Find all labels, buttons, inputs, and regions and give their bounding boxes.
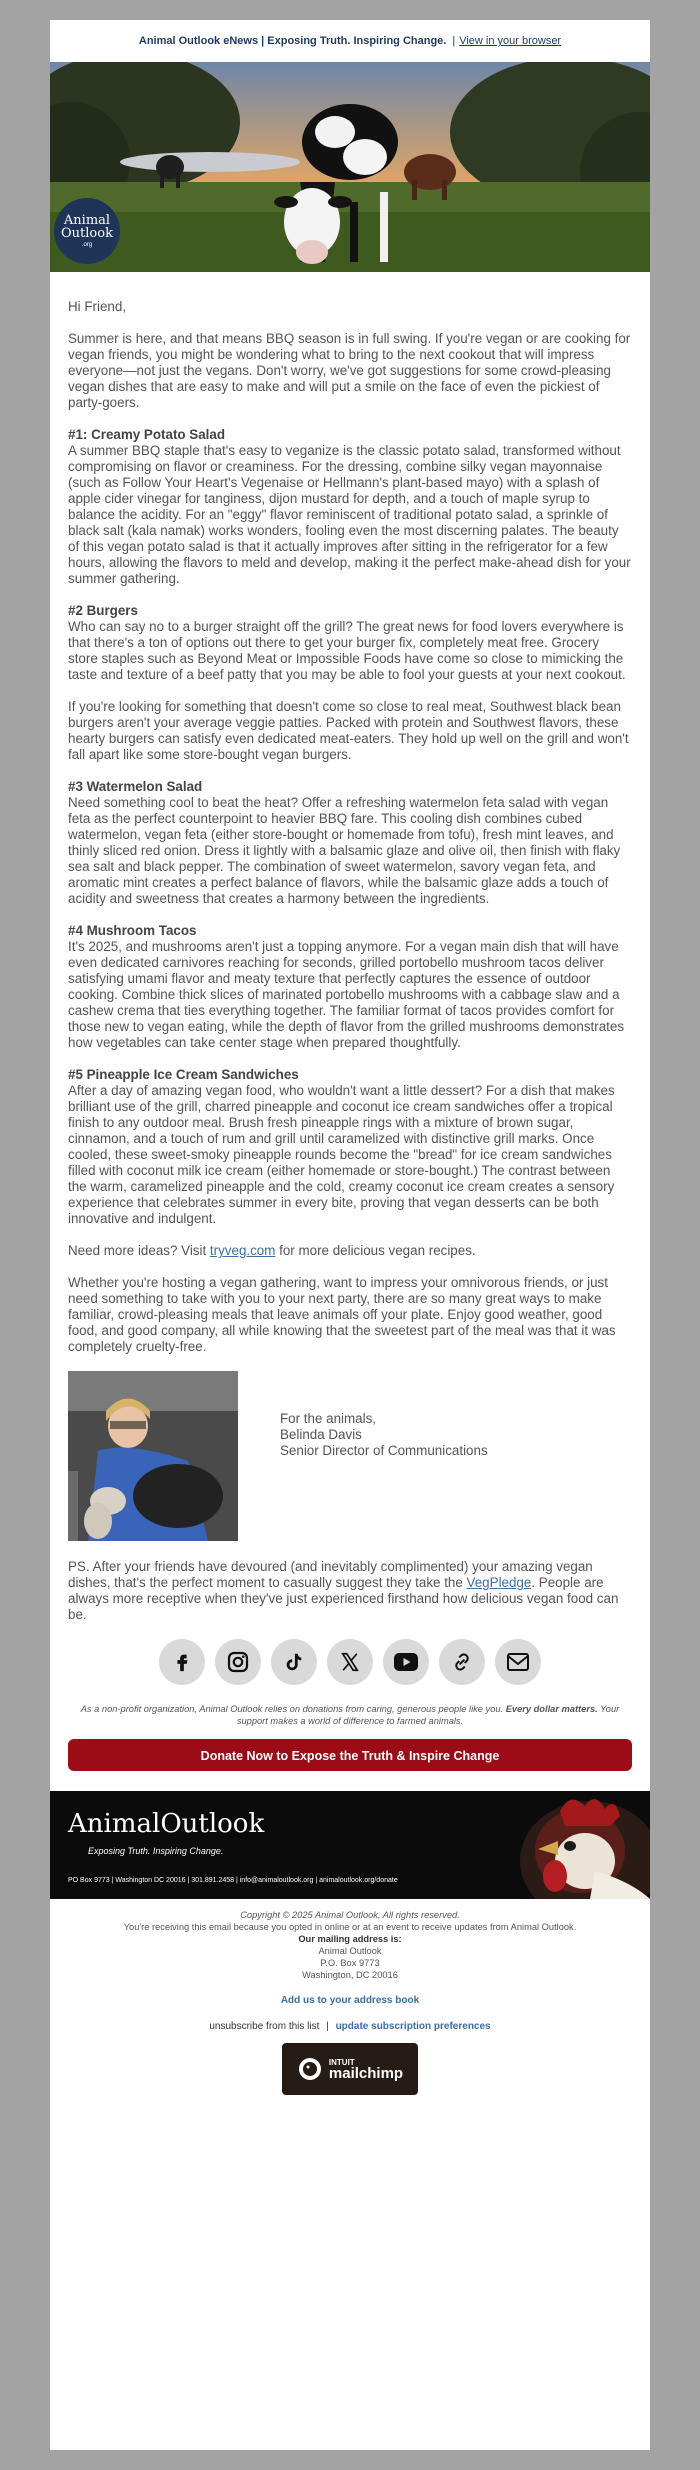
signer-photo xyxy=(68,1371,238,1541)
links-separator: | xyxy=(326,2021,329,2032)
ps-pre: PS. After your friends have devoured (and inevitably complimented) your amazing vegan dishes, that's the perfect moment to casually suggest they take the xyxy=(68,1559,593,1590)
ps-paragraph xyxy=(68,1559,632,1623)
subscription-links xyxy=(50,2021,650,2033)
footer-logo-thin: Outlook xyxy=(160,1809,265,1839)
woman-with-goat-photo xyxy=(68,1371,238,1541)
greeting: Hi Friend, xyxy=(68,299,127,314)
hero-image xyxy=(50,62,650,272)
ps-post: . People are always more receptive when they've just experienced firsthand how delicious vegan food can be. xyxy=(68,1575,619,1622)
closing-paragraph: Whether you're hosting a vegan gathering, want to impress your omnivorous friends, or just need something to take with you to your next party, there are so many great ways to make familiar, crowd-pleasing meals that leave animals off your plate. Enjoy good weather, good food, and good company, all while knowing that the sweetest part of the meal was that it was completely cruelty-free. xyxy=(68,1275,616,1354)
intro-paragraph: Summer is here, and that means BBQ season is in full swing. If you're vegan or are cooking for vegan friends, you might be wondering what to bring to the next cookout that will impress everyone—not just the vegans. Don't worry, we've got suggestions for some crowd-pleasing vegan dishes that are easy to make and will put a smile on the face of even the pickiest of party-goers. xyxy=(68,331,631,410)
signature-block xyxy=(68,1371,632,1541)
section-3-title: #3 Watermelon Salad xyxy=(68,779,203,794)
badge-line2: Outlook xyxy=(61,226,113,241)
signature-text xyxy=(280,1411,488,1541)
donate-button[interactable]: Donate Now to Expose the Truth & Inspire Change xyxy=(68,1739,632,1771)
email-container xyxy=(50,20,650,2450)
section-2-title: #2 Burgers xyxy=(68,603,138,618)
nonprofit-note xyxy=(74,1703,626,1727)
vegpledge-link[interactable]: VegPledge xyxy=(466,1575,532,1590)
opt-in-reason: You're receiving this email because you opted in online or at an event to receive updates from Animal Outlook. xyxy=(123,1922,577,1932)
badge-line3: .org xyxy=(81,242,93,248)
address-line-1: Animal Outlook xyxy=(318,1946,382,1956)
section-5-text: After a day of amazing vegan food, who wouldn't want a little dessert? For a dish that makes brilliant use of the grill, charred pineapple and coconut ice cream sandwiches offer a tropical finish to any outdoor meal. Brush fresh pineapple rings with a mixture of brown sugar, cinnamon, and a touch of rum and grill until caramelized with distinctive grill marks. Once cooled, these sweet-smoky pineapple rounds become the "bread" for ice cream sandwiches filled with coconut milk ice cream (either homemade or store-bought.) The contrast between the warm, caramelized pineapple and the cold, creamy coconut ice cream creates a sensory experience that celebrates summer in every bite, proving that vegan desserts can be both innovative and indulgent. xyxy=(68,1083,615,1226)
footer-logo xyxy=(68,1809,264,1839)
unsubscribe-link[interactable]: unsubscribe from this list xyxy=(209,2021,320,2032)
link-icon[interactable] xyxy=(439,1639,485,1685)
social-links xyxy=(50,1639,650,1685)
section-1-text: A summer BBQ staple that's easy to veganize is the classic potato salad, transformed without compromising on flavor or creaminess. For the dressing, combine silky vegan mayonnaise (such as Follow Your Heart's Vegenaise or Hellmann's plant-based mayo) with a splash of apple cider vinegar for tanginess, dijon mustard for depth, and a touch of maple syrup to balance the acidity. For an "eggy" flavor reminiscent of traditional potato salad, a sprinkle of black salt (kala namak) works wonders, fooling even the most discerning palates. The beauty of this vegan potato salad is that it actually improves after sitting in the refrigerator for a few hours, allowing the flavors to meld and develop, making it the perfect make-ahead dish for your summer gathering. xyxy=(68,443,631,586)
section-2-text-1: Who can say no to a burger straight off the grill? The great news for food lovers everywhere is that there's a ton of options out there to get your burger fix, completely meat free. Grocery store staples such as Beyond Meat or Impossible Foods have come so close to mimicking the taste and texture of a beef patty that you may be able to fool your guests at your next cookout. xyxy=(68,619,626,682)
tryveg-link[interactable]: tryveg.com xyxy=(209,1243,276,1258)
cows-pasture-illustration xyxy=(50,62,650,272)
footer-logo-bold: Animal xyxy=(68,1809,161,1839)
more-ideas-pre: Need more ideas? Visit xyxy=(68,1243,210,1258)
signer-name: Belinda Davis xyxy=(280,1427,362,1442)
preheader-separator: | xyxy=(452,35,456,47)
address-line-3: Washington, DC 20016 xyxy=(302,1970,398,1980)
sign-off: For the animals, xyxy=(280,1411,377,1426)
badge-line1: Animal xyxy=(63,213,111,228)
nonprofit-pre: As a non-profit organization, Animal Outlook relies on donations from caring, generous people like you. xyxy=(80,1704,506,1714)
email-icon[interactable] xyxy=(495,1639,541,1685)
section-1-title: #1: Creamy Potato Salad xyxy=(68,427,226,442)
footer-banner xyxy=(50,1791,650,1899)
address-line-2: P.O. Box 9773 xyxy=(320,1958,380,1968)
section-2-text-2: If you're looking for something that doesn't come so close to real meat, Southwest black bean burgers aren't your average veggie patties. Packed with protein and Southwest flavors, these hearty burgers can satisfy even dedicated meat-eaters. They hold up well on the grill and won't fall apart like some store-bought vegan burgers. xyxy=(68,699,629,762)
section-4-text: It's 2025, and mushrooms aren't just a topping anymore. For a vegan main dish that will have even dedicated carnivores reaching for seconds, grilled portobello mushroom tacos deliver satisfying umami flavor and meaty texture that perfectly captures the essence of outdoor cooking. Combine thick slices of marinated portobello mushrooms with a cabbage slaw and a cashew crema that ties everything together. The familiar format of tacos provides comfort for those new to vegan eating, while the depth of flavor from the grilled mushrooms demonstrates how vegetables can take center stage when prepared thoughtfully. xyxy=(68,939,625,1050)
facebook-icon[interactable] xyxy=(159,1639,205,1685)
mailchimp-freddie-icon xyxy=(297,2056,323,2082)
signer-title: Senior Director of Communications xyxy=(280,1443,488,1458)
email-body xyxy=(50,299,650,1623)
section-4-title: #4 Mushroom Tacos xyxy=(68,923,197,938)
mailchimp-badge[interactable] xyxy=(282,2043,418,2095)
preheader-tagline: Animal Outlook eNews | Exposing Truth. Inspiring Change. xyxy=(138,35,447,47)
nonprofit-post: Your support makes a world of difference to farmed animals. xyxy=(236,1704,620,1726)
view-in-browser-link[interactable]: View in your browser xyxy=(459,35,562,47)
footer-tagline: Exposing Truth. Inspiring Change. xyxy=(88,1846,224,1856)
youtube-icon[interactable] xyxy=(383,1639,429,1685)
mailchimp-text xyxy=(329,2058,403,2081)
legal-footer xyxy=(50,1909,650,2033)
nonprofit-bold: Every dollar matters. xyxy=(505,1704,598,1714)
preheader xyxy=(50,20,650,62)
tiktok-icon[interactable] xyxy=(271,1639,317,1685)
section-3-text: Need something cool to beat the heat? Offer a refreshing watermelon feta salad with vegan feta as the perfect counterpoint to heavier BBQ fare. This cooling dish combines cubed watermelon, vegan feta (either store-bought or homemade from tofu), fresh mint leaves, and thinly sliced red onion. Dress it lightly with a balsamic glaze and olive oil, then finish with flaky sea salt and black pepper. The combination of sweet watermelon, savory vegan feta, and aromatic mint creates a perfect balance of flavors, while the balsamic glaze adds a touch of acidity and sweetness that creates a harmony between the ingredients. xyxy=(68,795,621,906)
add-to-address-book-link[interactable]: Add us to your address book xyxy=(280,1995,420,2006)
copyright-text: Copyright © 2025 Animal Outlook, All rights reserved. xyxy=(240,1910,460,1920)
update-preferences-link[interactable]: update subscription preferences xyxy=(335,2021,491,2032)
footer-address-line: PO Box 9773 | Washington DC 20016 | 301.891.2458 | info@animaloutlook.org | animaloutlook.org/donate xyxy=(68,1877,398,1884)
mailchimp-line2: mailchimp xyxy=(328,2064,404,2082)
mailchimp-line1: INTUIT xyxy=(328,2057,355,2067)
animal-outlook-badge xyxy=(54,198,120,264)
more-ideas-paragraph xyxy=(68,1243,632,1259)
instagram-icon[interactable] xyxy=(215,1639,261,1685)
x-twitter-icon[interactable] xyxy=(327,1639,373,1685)
section-5-title: #5 Pineapple Ice Cream Sandwiches xyxy=(68,1067,299,1082)
mailing-address-label: Our mailing address is: xyxy=(298,1934,402,1944)
more-ideas-post: for more delicious vegan recipes. xyxy=(275,1243,476,1258)
